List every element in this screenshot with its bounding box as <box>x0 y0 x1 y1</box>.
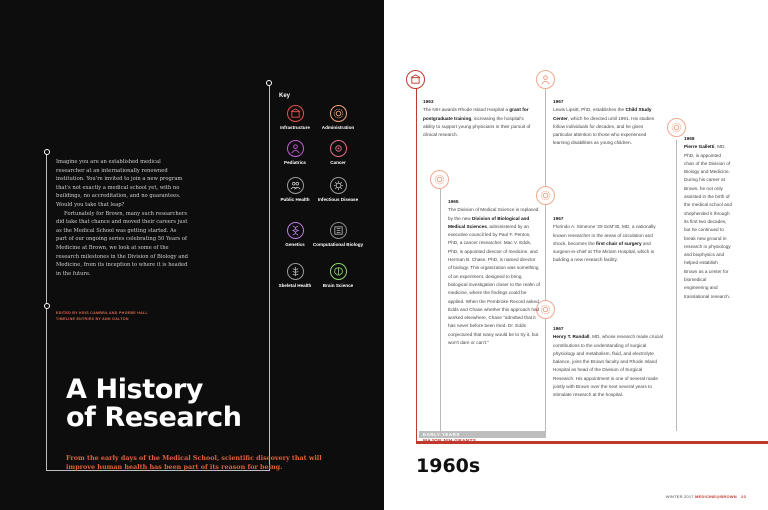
decade-heading: 1960s <box>416 455 481 477</box>
column-rule-2 <box>545 87 546 431</box>
administration-icon <box>434 174 445 185</box>
footer-issue: WINTER 2017 <box>665 494 694 499</box>
credits <box>56 311 148 322</box>
page-number: 23 <box>741 494 746 499</box>
infrastructure-icon <box>287 105 304 122</box>
computational-biology-icon <box>330 222 347 239</box>
timeline-node-1965 <box>430 170 449 189</box>
era-band: EARLY YEARS <box>419 431 546 438</box>
key-label-cancer: Cancer <box>330 160 346 165</box>
credits-timeline: TIMELINE ENTRIES BY ANN GALTON <box>56 316 129 321</box>
timeline-node-1967-child-study <box>536 70 555 89</box>
administration-icon <box>540 190 551 201</box>
key-item-computational-biology <box>310 222 366 248</box>
entry-1968: 1968 Pierre Galletti, MD, PhD, is appointed chair of the Division of Biology and Medicine. During his career at Brown, he not only assisted in the birth of the medical school and shepherded it through its first two decades, but he continued to break new ground in research in physiology and biophysics and helped establish Brown as a center for biomedical engineering and translational research. <box>684 136 732 299</box>
footer-brand: MEDICINE@BROWN <box>695 494 737 499</box>
page-title <box>66 376 242 432</box>
entry-year: 1968 <box>684 136 695 141</box>
genetics-icon <box>287 222 304 239</box>
subtitle: From the early days of the Medical School, scientific discovery that will improve human health has been part of its reason for being. <box>66 454 322 471</box>
era-label: MAJOR NIH GRANTS <box>423 439 477 444</box>
key-item-cancer <box>310 140 366 166</box>
title-line-1: A History <box>66 374 203 405</box>
entry-year: 1963 <box>423 99 434 104</box>
column-rule-1b <box>440 186 441 431</box>
entry-1965: 1965 The Division of Medical Science is replaced by the new Division of Biological and Medical Sciences, administered by an executive council led by Paul F. Penton, PhD, a cancer researcher. Mac V. Edds, PhD, is appointed director of medicine, and Herman B. Chase, PhD, is named director of biology. This organization was something of an experiment, designed to bring biological investigation closer to the realm of medicine, where the findings could be applied. When the Pembroke Record asked Edds and Chase whether this approach had worked elsewhere, Chase "admitted that it has never before been tried. Dr. Edds conjectured that Ivany would be to try it, but won't dare or can't." <box>448 199 540 346</box>
left-rule <box>46 152 47 470</box>
entry-1967-randall: 1967 Henry T. Randall, MD, whose research made crucial contributions to the understanding of surgical physiology and metabolism, fluid, and electrolyte balance, joins the Brown faculty and Rhode Island Hospital as head of the Division of Surgical Research. His appointment is one of several made jointly with Brown over the next several years to stimulate research at the hospital. <box>553 326 663 398</box>
key-label-skeletal-health: Skeletal Health <box>278 283 312 288</box>
pediatrics-icon <box>287 140 304 157</box>
entry-1963: 1963 The NIH awards Rhode Island Hospital a grant for postgraduate training, increasing the hospital's ability to support young physicians in their pursuit of clinical research. <box>423 98 533 139</box>
skeletal-health-icon <box>287 263 304 280</box>
entry-1967-child-study: 1967 Lewis Lipsitt, PhD, establishes the Child Study Center, which he directed until 1991. His studies follow individuals for decades, and he gives particular attention to those who experienced learning disabilities as young children. <box>553 98 663 148</box>
key-label-genetics: Genetics <box>285 242 305 247</box>
entry-year: 1967 <box>553 216 564 221</box>
column-rule-3 <box>676 140 677 431</box>
title-line-2: of Research <box>66 402 242 433</box>
entry-year: 1967 <box>553 99 564 104</box>
page-footer <box>666 494 746 499</box>
key-item-infectious-disease <box>310 177 366 203</box>
key-label-brain-science: Brain Science <box>322 283 354 288</box>
intro-paragraph-1: Imagine you are an established medical researcher at an internationally renowned institution. You're invited to join a new program that's not exactly a medical school yet, with no buildings, no accreditation, and no guarantees. Would you take that leap? <box>56 159 183 208</box>
brain-science-icon <box>330 263 347 280</box>
key-label-infectious-disease: Infectious Disease <box>317 197 359 202</box>
timeline-axis <box>416 81 417 442</box>
public-health-icon <box>287 177 304 194</box>
timeline-node-1963 <box>406 70 425 89</box>
administration-icon <box>330 105 347 122</box>
intro-paragraph-2: Fortunately for Brown, many such researchers did take that chance and moved their careers just as the Medical School was getting started. As part of our ongoing series celebrating 50 Years of Medicine at Brown, we look at some of the research milestones in the Division of Biology and Medicine, from its inception to where it is headed in the future. <box>56 210 189 277</box>
administration-icon <box>671 122 682 133</box>
key-label-infrastructure: Infrastructure <box>280 125 310 130</box>
key-label-computational-biology: Computational Biology <box>312 242 364 247</box>
entry-year: 1965 <box>448 199 459 204</box>
key-item-administration <box>310 105 366 131</box>
key-label-public-health: Public Health <box>280 197 310 202</box>
key-label-administration: Administration <box>321 125 355 130</box>
pediatrics-icon <box>540 74 551 85</box>
timeline-dot-bottom <box>44 303 50 309</box>
administration-icon <box>540 304 551 315</box>
infrastructure-icon <box>410 74 421 85</box>
timeline-dot-top <box>44 149 50 155</box>
key-label-pediatrics: Pediatrics <box>284 160 306 165</box>
key-dot <box>266 80 272 86</box>
cancer-icon <box>330 140 347 157</box>
key-heading: Key <box>279 93 291 99</box>
intro-text <box>56 158 188 278</box>
key-item-brain-science <box>310 263 366 289</box>
entry-1967-surgery: 1967 Florindo A. Simeone '29 ScM'30, MD, a nationally known researcher in the areas of circulation and shock, becomes the first chair of surgery and surgeon-in-chief at The Miriam Hospital, which is building a new research facility. <box>553 215 663 265</box>
credits-editors: EDITED BY KRIS CAMBRA AND PHOEBE HALL <box>56 311 149 315</box>
entry-year: 1967 <box>553 326 564 331</box>
infectious-disease-icon <box>330 177 347 194</box>
